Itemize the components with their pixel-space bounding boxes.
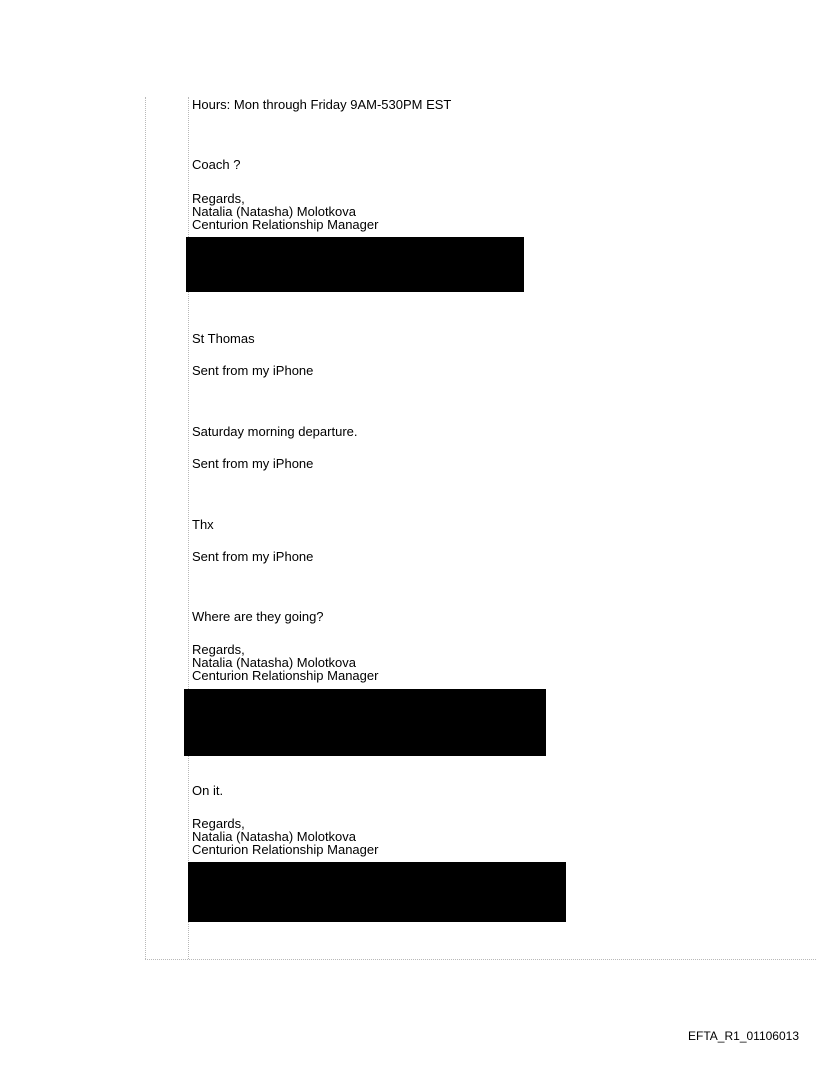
signature-name: Natalia (Natasha) Molotkova [192, 204, 357, 219]
signature-regards: Regards, [192, 642, 245, 657]
sent-from-line: Sent from my iPhone [192, 456, 314, 471]
message-body: Where are they going? [192, 609, 324, 624]
signature-name: Natalia (Natasha) Molotkova [192, 655, 357, 670]
signature-block [192, 817, 378, 856]
signature-regards: Regards, [192, 816, 245, 831]
redaction-block [186, 237, 524, 292]
signature-name: Natalia (Natasha) Molotkova [192, 829, 357, 844]
signature-block [192, 643, 378, 682]
message-body: Thx [192, 517, 214, 532]
message-body: Saturday morning departure. [192, 424, 358, 439]
signature-title: Centurion Relationship Manager [192, 217, 379, 232]
signature-title: Centurion Relationship Manager [192, 842, 379, 857]
signature-title: Centurion Relationship Manager [192, 668, 379, 683]
message-body: Coach ? [192, 157, 241, 172]
document-id: EFTA_R1_01106013 [688, 1029, 799, 1043]
sent-from-line: Sent from my iPhone [192, 549, 314, 564]
table-outer-border [145, 97, 146, 959]
signature-block [192, 192, 378, 231]
table-bottom-border [145, 959, 816, 960]
message-body: On it. [192, 783, 224, 798]
signature-regards: Regards, [192, 191, 245, 206]
message-body: St Thomas [192, 331, 255, 346]
hours-line: Hours: Mon through Friday 9AM-530PM EST [192, 97, 452, 112]
redaction-block [184, 689, 546, 756]
sent-from-line: Sent from my iPhone [192, 363, 314, 378]
table-inner-border [188, 97, 189, 959]
redaction-block [188, 862, 566, 922]
